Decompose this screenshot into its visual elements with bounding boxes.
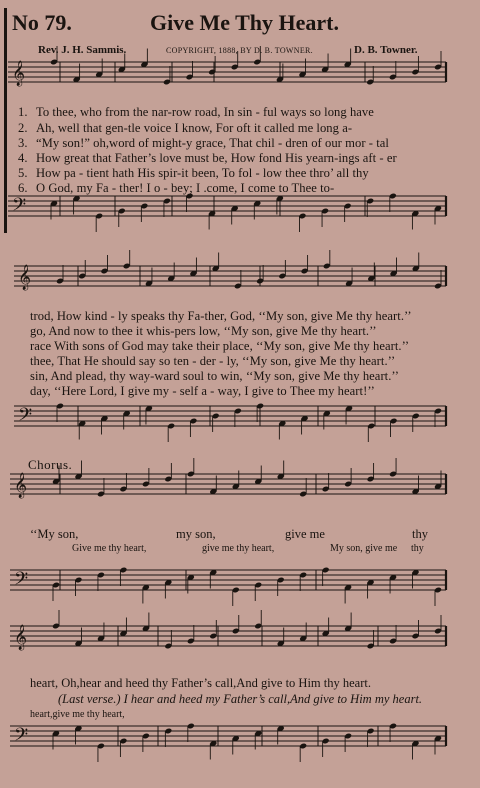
hymn-title: Give Me Thy Heart. [150,10,339,35]
chorus-response-1: Give me thy heart, [72,543,147,554]
copyright: COPYRIGHT, 1888, BY D. B. TOWNER. [166,46,313,55]
bass-clef-icon: 𝄢 [14,725,29,750]
chorus-response-3: My son, give me [330,543,398,554]
verse-3-line-2: race With sons of God may take their place, ‘‘My son, give Me thy heart.’’ [30,339,410,353]
chorus-line-3: heart, Oh,hear and heed thy Father’s call,And give to Him thy heart. [30,676,371,690]
verse-2-line-2: go, And now to thee it whis-pers low, ‘‘My son, give Me thy heart.’’ [30,324,377,338]
chorus-phrase-3: give me [285,527,325,541]
chorus-line-5: heart,give me thy heart, [30,709,125,720]
chorus-response-4: thy [411,543,424,554]
verse-5-line-2: sin, And plead, thy way-ward soul to win, ‘‘My son, give Me thy heart.’’ [30,369,399,383]
verse-1-line: 1. To thee, who from the nar-row road, In sin - ful ways so long have [18,105,374,119]
chorus-last-verse: (Last verse.) I hear and heed my Father’s call,And give to Him my heart. [58,692,423,706]
bass-clef-icon: 𝄢 [12,195,27,220]
verse-1-line-2: trod, How kind - ly speaks thy Fa-ther, God, ‘‘My son, give Me thy heart.’’ [30,309,412,323]
chorus-phrase-1: ‘‘My son, [30,527,79,541]
verse-6-line-2: day, ‘‘Here Lord, I give my - self a - way, I give to Thee my heart!’’ [30,384,375,398]
treble-clef-icon: 𝄞 [18,265,32,290]
chorus-phrase-2: my son, [176,527,216,541]
treble-clef-icon: 𝄞 [12,61,26,86]
verse-5-line: 5. How pa - tient hath His spir-it been, To fol - low thee thro’ all thy [18,166,369,180]
bass-clef-icon: 𝄢 [14,569,29,594]
verse-6-line: 6. O God, my Fa - ther! I o - bey; I .come, I come to Thee to- [18,181,335,195]
treble-clef-icon: 𝄞 [14,473,28,498]
bass-clef-icon: 𝄢 [18,405,33,430]
chorus-label: Chorus. [28,457,73,472]
verse-4-line-2: thee, That He should say so ten - der - ly, ‘‘My son, give Me thy heart.’’ [30,354,396,368]
verse-2-line: 2. Ah, well that gen-tle voice I know, For oft it called me long a- [18,121,353,135]
composer: D. B. Towner. [354,44,418,56]
verse-4-line: 4. How great that Father’s love must be, How fond His yearn-ings aft - er [18,151,397,165]
author: Rev. J. H. Sammis. [38,44,127,56]
chorus-response-2: give me thy heart, [202,543,275,554]
treble-clef-icon: 𝄞 [14,625,28,650]
verse-3-line: 3. “My son!” oh,word of might-y grace, That chil - dren of our mor - tal [18,136,389,150]
hymn-number: No 79. [12,10,72,35]
chorus-phrase-4: thy [412,527,428,541]
